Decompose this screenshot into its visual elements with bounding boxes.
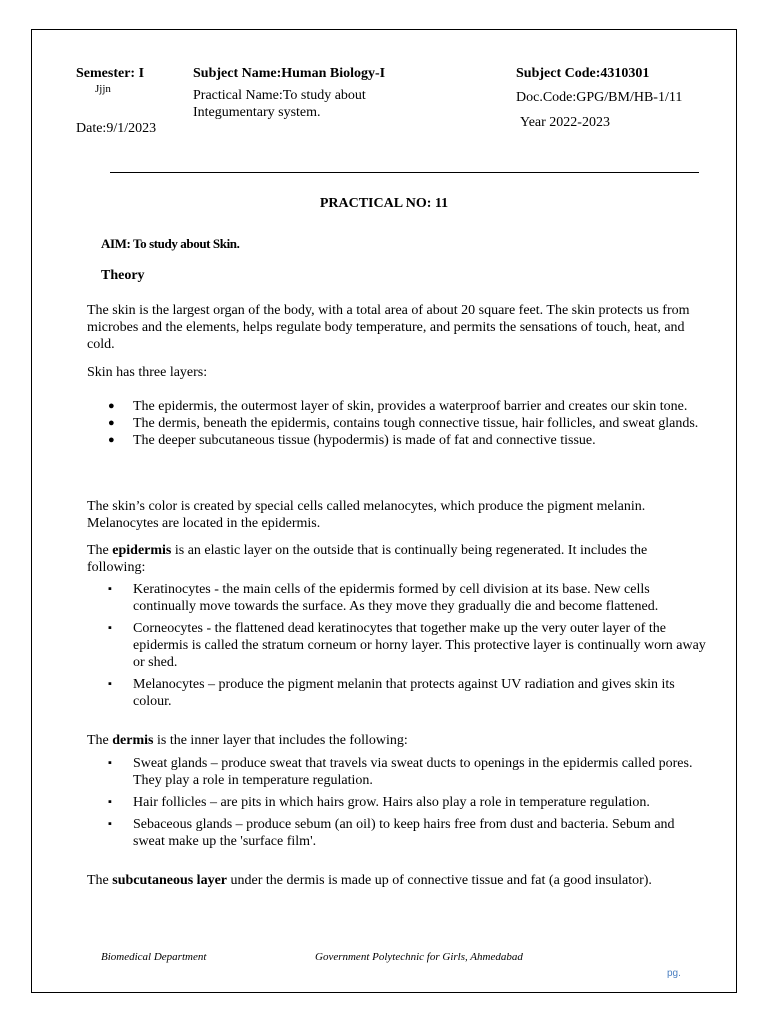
- square-bullet-icon: ▪: [108, 622, 112, 634]
- subject-code: Subject Code:4310301: [516, 66, 650, 81]
- list-item: ▪ Hair follicles – are pits in which hairs grow. Hairs also play a role in temperature regulation.: [108, 795, 650, 810]
- dermis-intro: The dermis is the inner layer that includes the following:: [87, 733, 408, 748]
- color-paragraph: The skin’s color is created by special cells called melanocytes, which produce the pigment melanin. Melanocytes are located in the epidermis.: [87, 499, 646, 531]
- footer-department: Biomedical Department: [101, 951, 207, 963]
- list-item: ▪ Corneocytes - the flattened dead keratinocytes that together make up the very outer layer of the epidermis is called the stratum corneum or horny layer. This protective layer is continually worn away or shed.: [108, 621, 706, 670]
- date-label: Date:9/1/2023: [76, 121, 157, 136]
- list-item: ▪ Keratinocytes - the main cells of the epidermis formed by cell division at its base. New cells continually move towards the surface. As they move they gradually die and become flattened.: [108, 582, 659, 614]
- practical-title: PRACTICAL NO: 11: [319, 196, 449, 211]
- intro-paragraph: The skin is the largest organ of the body, with a total area of about 20 square feet. The skin protects us from microbes and the elements, helps regulate body temperature, and permits the sensations of touch, heat, and cold.: [87, 303, 690, 352]
- dermis-list: [108, 755, 708, 855]
- list-item: ▪ Melanocytes – produce the pigment melanin that protects against UV radiation and gives skin its colour.: [108, 677, 675, 709]
- square-bullet-icon: ▪: [108, 583, 112, 595]
- semester-label: Semester: I: [76, 66, 145, 81]
- doc-code: Doc.Code:GPG/BM/HB-1/11: [516, 90, 683, 105]
- header-divider: [110, 172, 699, 173]
- list-item: ▪ Sweat glands – produce sweat that travels via sweat ducts to openings in the epidermis called pores. They play a role in temperature regulation.: [108, 756, 693, 788]
- list-item: ● The dermis, beneath the epidermis, contains tough connective tissue, hair follicles, and sweat glands.: [108, 416, 699, 431]
- epidermis-list: [108, 581, 708, 715]
- square-bullet-icon: ▪: [108, 818, 112, 830]
- subcutaneous-paragraph: The subcutaneous layer under the dermis is made up of connective tissue and fat (a good insulator).: [87, 873, 652, 888]
- footer-institution: Government Polytechnic for Girls, Ahmedabad: [315, 951, 523, 963]
- list-item: ● The deeper subcutaneous tissue (hypodermis) is made of fat and connective tissue.: [108, 433, 596, 448]
- square-bullet-icon: ▪: [108, 796, 112, 808]
- layers-intro: Skin has three layers:: [87, 365, 208, 380]
- square-bullet-icon: ▪: [108, 678, 112, 690]
- aim-heading: AIM: To study about Skin.: [101, 236, 240, 251]
- square-bullet-icon: ▪: [108, 757, 112, 769]
- bullet-icon: ●: [108, 434, 115, 446]
- academic-year: Year 2022-2023: [520, 115, 610, 130]
- page-number: pg.: [667, 968, 681, 979]
- layers-list: [108, 398, 708, 449]
- list-item: ▪ Sebaceous glands – produce sebum (an oil) to keep hairs free from dust and bacteria. Sebum and sweat make up the 'surface film'.: [108, 817, 675, 849]
- bullet-icon: ●: [108, 417, 115, 429]
- practical-name: Practical Name:To study about Integumentary system.: [193, 88, 366, 120]
- theory-heading: Theory: [101, 268, 145, 283]
- epidermis-intro: The epidermis is an elastic layer on the outside that is continually being regenerated. It includes the following:: [87, 543, 648, 575]
- bullet-icon: ●: [108, 400, 115, 412]
- subject-name: Subject Name:Human Biology-I: [193, 66, 386, 81]
- list-item: ● The epidermis, the outermost layer of skin, provides a waterproof barrier and creates our skin tone.: [108, 399, 688, 414]
- header-note: Jjjn: [95, 83, 111, 95]
